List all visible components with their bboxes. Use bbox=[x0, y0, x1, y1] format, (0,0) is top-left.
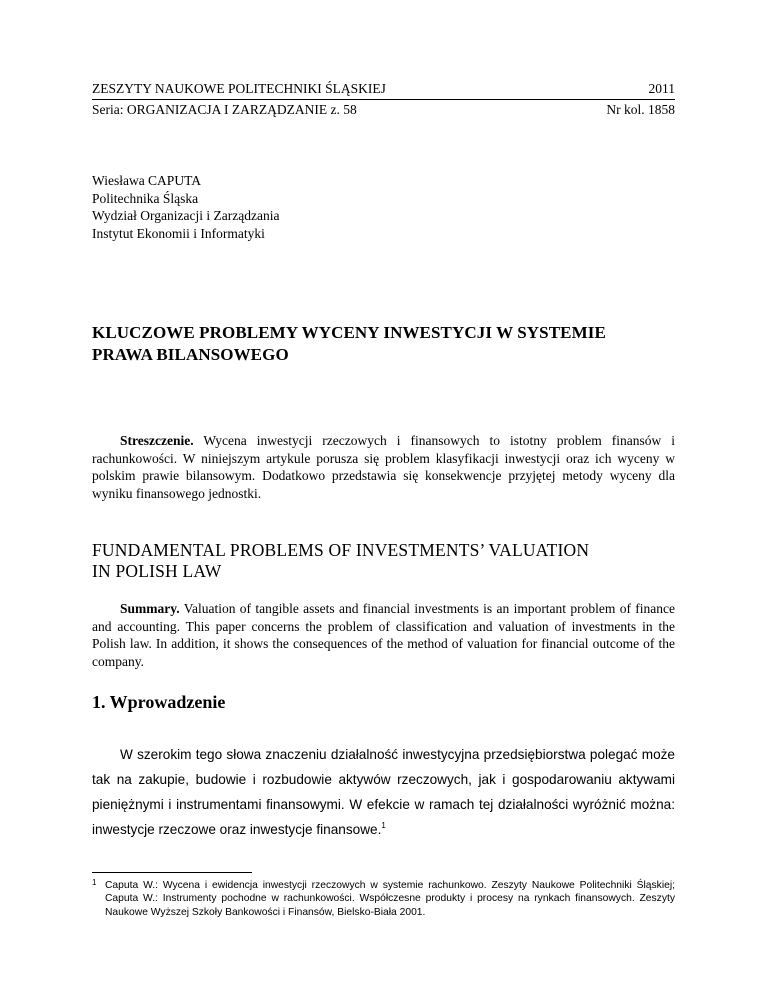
journal-series: Seria: ORGANIZACJA I ZARZĄDZANIE z. 58 bbox=[92, 102, 357, 117]
paper-title-en bbox=[92, 540, 692, 582]
footnote bbox=[92, 879, 675, 919]
section-heading: 1. Wprowadzenie bbox=[92, 692, 226, 712]
abstract-pl bbox=[92, 432, 675, 502]
title-pl-line1: KLUCZOWE PROBLEMY WYCENY INWESTYCJI W SYSTEMIE bbox=[92, 323, 606, 342]
title-en-line2: IN POLISH LAW bbox=[92, 561, 222, 581]
paper-title-pl bbox=[92, 322, 692, 366]
running-header bbox=[92, 80, 675, 119]
title-pl-line2: PRAWA BILANSOWEGO bbox=[92, 345, 289, 364]
abstract-pl-text: Wycena inwestycji rzeczowych i finansowych to istotny problem finansów i rachunkowości. W niniejszym artykule porusza się problem klasyfikacji inwestycji oraz ich wyceny w polskim prawie bilansowym. Dodatkowo przedstawia się konsekwencje przyjętej metody wyceny dla wyniku finansowego jednostki. bbox=[92, 433, 675, 501]
abstract-pl-lead: Streszczenie. bbox=[120, 433, 194, 448]
footnote-text: Caputa W.: Wycena i ewidencja inwestycji rzeczowych w systemie rachunkowo. Zeszyty Naukowe Politechniki Śląskiej; Caputa W.: Instrumenty pochodne w rachunkowości. Współczesne produkty i procesy na rynkach finansowych. Zeszyty Naukowe Wyższej Szkoły Bankowości i Finansów, Bielsko-Biała 2001. bbox=[105, 880, 675, 918]
header-rule bbox=[92, 99, 675, 100]
journal-issue: Nr kol. 1858 bbox=[606, 102, 675, 117]
author-name: Wiesława CAPUTA bbox=[92, 173, 201, 188]
footnote-number: 1 bbox=[92, 878, 97, 887]
journal-year: 2011 bbox=[648, 81, 675, 96]
title-en-line1: FUNDAMENTAL PROBLEMS OF INVESTMENTS’ VALUATION bbox=[92, 540, 590, 560]
abstract-en bbox=[92, 600, 675, 670]
author-university: Politechnika Śląska bbox=[92, 190, 199, 206]
author-faculty: Wydział Organizacji i Zarządzania bbox=[92, 208, 280, 223]
section-paragraph bbox=[92, 742, 675, 842]
author-institute: Instytut Ekonomii i Informatyki bbox=[92, 225, 265, 241]
footnote-ref: 1 bbox=[381, 821, 386, 830]
journal-name: ZESZYTY NAUKOWE POLITECHNIKI ŚLĄSKIEJ bbox=[92, 81, 386, 96]
author-block bbox=[92, 172, 279, 242]
footnote-rule bbox=[92, 872, 252, 873]
abstract-en-lead: Summary. bbox=[120, 601, 180, 616]
abstract-en-text: Valuation of tangible assets and financial investments is an important problem of finance and accounting. This paper concerns the problem of classification and valuation of investments in the Polish law. In addition, it shows the consequences of the method of valuation for financial outcome of the company. bbox=[92, 601, 675, 669]
paragraph-text: W szerokim tego słowa znaczeniu działalność inwestycyjna przedsiębiorstwa polegać może tak na zakupie, budowie i rozbudowie aktywów rzeczowych, jak i gospodarowaniu aktywami pieniężnymi i instrumentami finansowymi. W efekcie w ramach tej działalności wyróżnić można: inwestycje rzeczowe oraz inwestycje finansowe. bbox=[92, 747, 675, 837]
